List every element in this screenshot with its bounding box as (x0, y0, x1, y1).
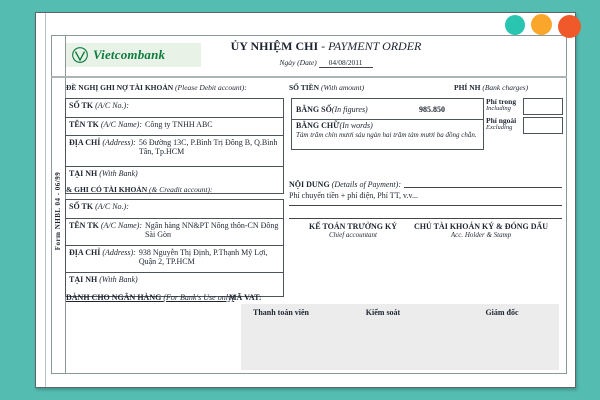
debit-section-en: (Please Debit account): (175, 83, 247, 92)
details-label-en: (Details of Payment): (331, 180, 401, 189)
column-teller: Thanh toán viên (252, 308, 310, 317)
fee-including-label (486, 98, 522, 113)
bank-charges-label (454, 83, 528, 92)
account-holder-vi: CHỦ TÀI KHOẢN KÝ & ĐÓNG DẤU (413, 222, 549, 231)
amount-words-row (292, 120, 483, 149)
bank-charges-vi: PHÍ NH (454, 83, 481, 92)
credit-bank-en: (With Bank) (99, 275, 138, 284)
debit-address-en: (Address): (102, 138, 136, 147)
vat-code-label: MÃ VAT: (229, 293, 262, 302)
bank-charges-en: (Bank charges) (482, 83, 529, 92)
debit-address-row (66, 136, 283, 167)
amount-section-en: (With amount) (320, 83, 365, 92)
date-line (211, 58, 441, 67)
chief-accountant-signature (309, 222, 397, 239)
credit-acc-name-value: Ngân hàng NN&PT Nông thôn-CN Đông Sài Gòn (144, 221, 279, 240)
debit-acc-no-label: SỐ TK (69, 101, 94, 110)
details-empty-line (289, 206, 562, 219)
debit-acc-no-value (132, 101, 280, 117)
decor-dot-red-orange (558, 15, 581, 38)
fee-excluding-vi: Phí ngoài (486, 116, 517, 125)
amount-figures-row (292, 99, 483, 120)
form-title-vi: ỦY NHIỆM CHI (230, 39, 319, 53)
vietcombank-wordmark: Vietcombank (93, 47, 166, 62)
debit-bank-label: TẠI NH (69, 169, 98, 178)
payment-details (289, 178, 562, 219)
credit-acc-no-row (66, 200, 283, 219)
details-label-vi: NỘI DUNG (289, 180, 330, 189)
credit-section-label (66, 185, 212, 194)
bank-use-grey-box (241, 304, 559, 370)
details-label-line (289, 178, 562, 189)
words-en: (In words) (339, 121, 373, 130)
column-director: Giám đốc (485, 308, 519, 317)
amount-box (291, 98, 484, 150)
bank-use-vi: DÀNH CHO NGÂN HÀNG (66, 293, 162, 302)
amount-section-vi: SỐ TIỀN (289, 83, 320, 92)
debit-bank-en: (With Bank) (99, 169, 138, 178)
date-label: Ngày (Date) (279, 58, 317, 67)
document-page (35, 12, 576, 388)
debit-acc-name-row (66, 118, 283, 136)
fee-excluding-box (523, 117, 563, 134)
amount-figures-value: 985.850 (419, 104, 445, 114)
amount-section-label (289, 83, 364, 92)
debit-account-box (65, 98, 284, 194)
chief-accountant-en: Chief accountant (328, 231, 378, 239)
debit-acc-name-value: Công ty TNHH ABC (144, 120, 213, 129)
credit-address-en: (Address): (102, 248, 136, 257)
debit-acc-no-row (66, 99, 283, 118)
chief-accountant-vi: KẾ TOÁN TRƯỞNG KÝ (309, 222, 397, 231)
decor-dot-teal (505, 15, 525, 35)
fee-including-vi: Phí trong (486, 97, 517, 106)
fee-including-box (523, 98, 563, 115)
bank-use-label (66, 293, 234, 302)
fee-including-en: Including (486, 104, 511, 112)
amount-words-value: Tám trăm chín mươi sáu ngàn hai trăm tám mươi ba đồng chẵn. (296, 130, 477, 139)
debit-acc-no-en: (A/C No.): (95, 101, 129, 110)
fee-excluding-en: Excluding (486, 123, 513, 131)
form-title-en: - PAYMENT ORDER (321, 39, 422, 53)
credit-bank-label: TẠI NH (69, 275, 98, 284)
credit-acc-no-label: SỐ TK (69, 202, 94, 211)
vietcombank-emblem-icon (71, 46, 89, 64)
account-holder-en: Acc. Holder & Stamp (450, 231, 512, 239)
form-title (211, 39, 441, 54)
column-controller: Kiểm soát (365, 308, 401, 317)
credit-acc-name-label: TÊN TK (69, 221, 99, 230)
figures-en: (In figures) (331, 104, 368, 114)
credit-acc-no-value (132, 202, 280, 218)
credit-section-vi: & GHI CÓ TÀI KHOẢN (66, 185, 148, 194)
account-holder-signature (414, 222, 548, 239)
debit-acc-name-en: (A/C Name): (100, 120, 142, 129)
vietcombank-logo (66, 43, 201, 67)
credit-account-box (65, 199, 284, 297)
debit-address-label: ĐỊA CHỈ (69, 138, 101, 147)
fee-excluding-label (486, 117, 522, 132)
details-rule-fill (404, 178, 562, 188)
words-label: BẰNG CHỮ (296, 121, 340, 130)
credit-section-en: (& Creadit account): (149, 185, 213, 194)
date-value: 04/08/2011 (319, 58, 373, 68)
credit-address-label: ĐỊA CHỈ (69, 248, 101, 257)
credit-acc-name-en: (A/C Name): (100, 221, 142, 230)
decor-dot-orange (531, 14, 552, 35)
page-left-accent-line (45, 13, 46, 387)
credit-acc-name-row (66, 219, 283, 246)
debit-acc-name-label: TÊN TK (69, 120, 99, 129)
form-code-vertical: Form NHBL 04 - 06/99 (54, 171, 62, 251)
credit-acc-no-en: (A/C No.): (95, 202, 129, 211)
credit-address-value: 938 Nguyễn Thị Định, P.Thạnh Mỹ Lợi, Quận 2, TP.HCM (138, 248, 268, 267)
debit-section-label (66, 83, 247, 92)
credit-address-row (66, 246, 283, 273)
bank-use-en: (For Bank's Use only) (163, 293, 235, 302)
debit-section-vi: ĐỀ NGHỊ GHI NỢ TÀI KHOẢN (66, 83, 174, 92)
figures-label: BẰNG SỐ (296, 104, 332, 114)
details-value: Phí chuyển tiền + phí điện, Phí TT, v.v... (289, 191, 562, 206)
debit-address-value: 56 Đường 13C, P.Bình Trị Đông B, Q.Bình Tân, Tp.HCM (138, 138, 278, 157)
header-divider (51, 76, 567, 78)
